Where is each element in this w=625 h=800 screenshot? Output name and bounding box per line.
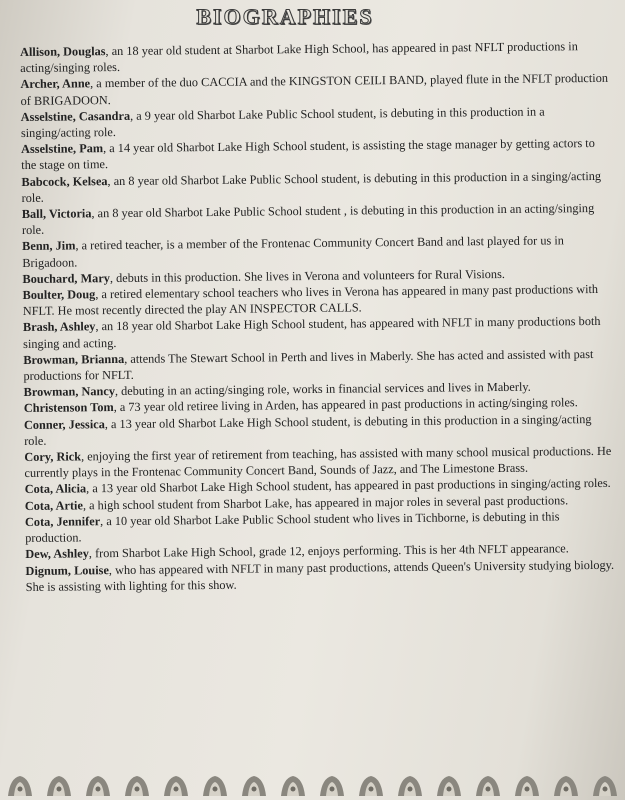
bio-text: , a retired elementary school teachers who lives in Verona has appeared in many past productions with NFLT. He most recently directed the play AN INSPECTOR CALLS. [22,282,599,319]
bio-name: Archer, Anne [20,76,91,92]
bio-name: Babcock, Kelsea [21,173,108,189]
bio-name: Asselstine, Casandra [20,108,131,124]
bio-name: Conner, Jessica [23,416,105,432]
bio-name: Allison, Douglas [20,44,106,59]
bio-text: , a 14 year old Sharbot Lake High School student, is assisting the stage manager by getting actors to the stage on time. [21,136,595,173]
ornament-icon [396,772,424,796]
ornament-icon [279,772,307,796]
bio-text: , a 13 year old Sharbot Lake High School student, has appeared in past productions in singing/acting roles. [86,476,611,496]
ornament-icon [201,772,229,796]
bio-text: , debuts in this production. She lives in Verona and volunteers for Rural Visions. [109,266,505,285]
bio-text: , an 8 year old Sharbot Lake Public School student, is debuting in this production in a singing/acting role. [21,168,602,205]
decorative-border [0,770,625,796]
ornament-icon [552,772,580,796]
bio-name: Dignum, Louise [25,562,109,578]
bio-name: Brash, Ashley [22,319,96,335]
ornament-icon [513,772,541,796]
ornament-icon [45,772,73,796]
bio-text: , from Sharbot Lake High School, grade 12, enjoys performing. This is her 4th NFLT appearance. [88,541,569,561]
bio-text: , a retired teacher, is a member of the Frontenac Community Concert Band and last played for us in Brigadoon. [22,233,564,270]
bio-text: , an 18 year old student at Sharbot Lake High School, has appeared in past NFLT productions in acting/singing roles. [20,39,578,76]
bio-text: , attends The Stewart School in Perth and lives in Maberly. She has acted and assisted with past productions for NFLT. [23,346,594,384]
bio-name: Boulter, Doug [22,287,96,303]
bio-name: Cota, Jennifer [24,514,101,529]
bio-name: Christenson Tom [23,400,114,416]
bio-name: Cory, Rick [24,449,82,465]
bio-text: , enjoying the first year of retirement from teaching, has assisted with many school musical productions. He currently plays in the Frontenac Community Concert Band, Sounds of Jazz, and The Limestone Brass. [24,443,612,481]
ornament-icon [6,772,34,796]
bio-name: Cota, Alicia [24,481,87,497]
bio-text: , a 73 year old retiree living in Arden, has appeared in past productions in acting/singing roles. [113,395,578,415]
bio-name: Benn, Jim [22,238,76,254]
ornament-icon [357,772,385,796]
bio-name: Asselstine, Pam [21,141,104,157]
bio-name: Browman, Brianna [23,351,125,367]
bio-text: , an 18 year old Sharbot Lake High School student, has appeared with NFLT in many productions both singing and acting. [23,314,601,351]
biography-list [20,38,616,595]
bio-entry [25,556,615,595]
ornament-icon [435,772,463,796]
bio-text: , debuting in an acting/singing role, works in financial services and lives in Maberly. [114,379,531,399]
ornament-icon [240,772,268,796]
bio-name: Cota, Artie [24,498,83,513]
bio-text: , a 9 year old Sharbot Lake Public School student, is debuting in this production in a singing/acting role. [20,104,545,141]
ornament-icon [474,772,502,796]
ornament-icon [162,772,190,796]
ornament-icon [84,772,112,796]
bio-text: , a member of the duo CACCIA and the KINGSTON CEILI BAND, played flute in the NFLT production of BRIGADOON. [20,71,609,108]
bio-text: , a 10 year old Sharbot Lake Public School student who lives in Tichborne, is debuting in this production. [25,509,560,546]
page-title: BIOGRAPHIES [196,4,374,29]
bio-text: , who has appeared with NFLT in many past productions, attends Queen's University studying biology. She is assisting with lighting for this show. [25,557,615,594]
bio-name: Browman, Nancy [23,384,116,400]
bio-text: , a high school student from Sharbot Lake, has appeared in major roles in several past productions. [82,492,569,513]
ornament-icon [318,772,346,796]
bio-text: , a 13 year old Sharbot Lake High School student, is debuting in this production in a singing/acting role. [24,411,592,448]
bio-name: Bouchard, Mary [22,270,110,286]
bio-text: , an 8 year old Sharbot Lake Public School student , is debuting in this production in an acting/singing role. [21,201,595,238]
bio-name: Dew, Ashley [25,546,89,562]
ornament-icon [591,772,619,796]
ornament-icon [123,772,151,796]
bio-name: Ball, Victoria [21,206,92,222]
